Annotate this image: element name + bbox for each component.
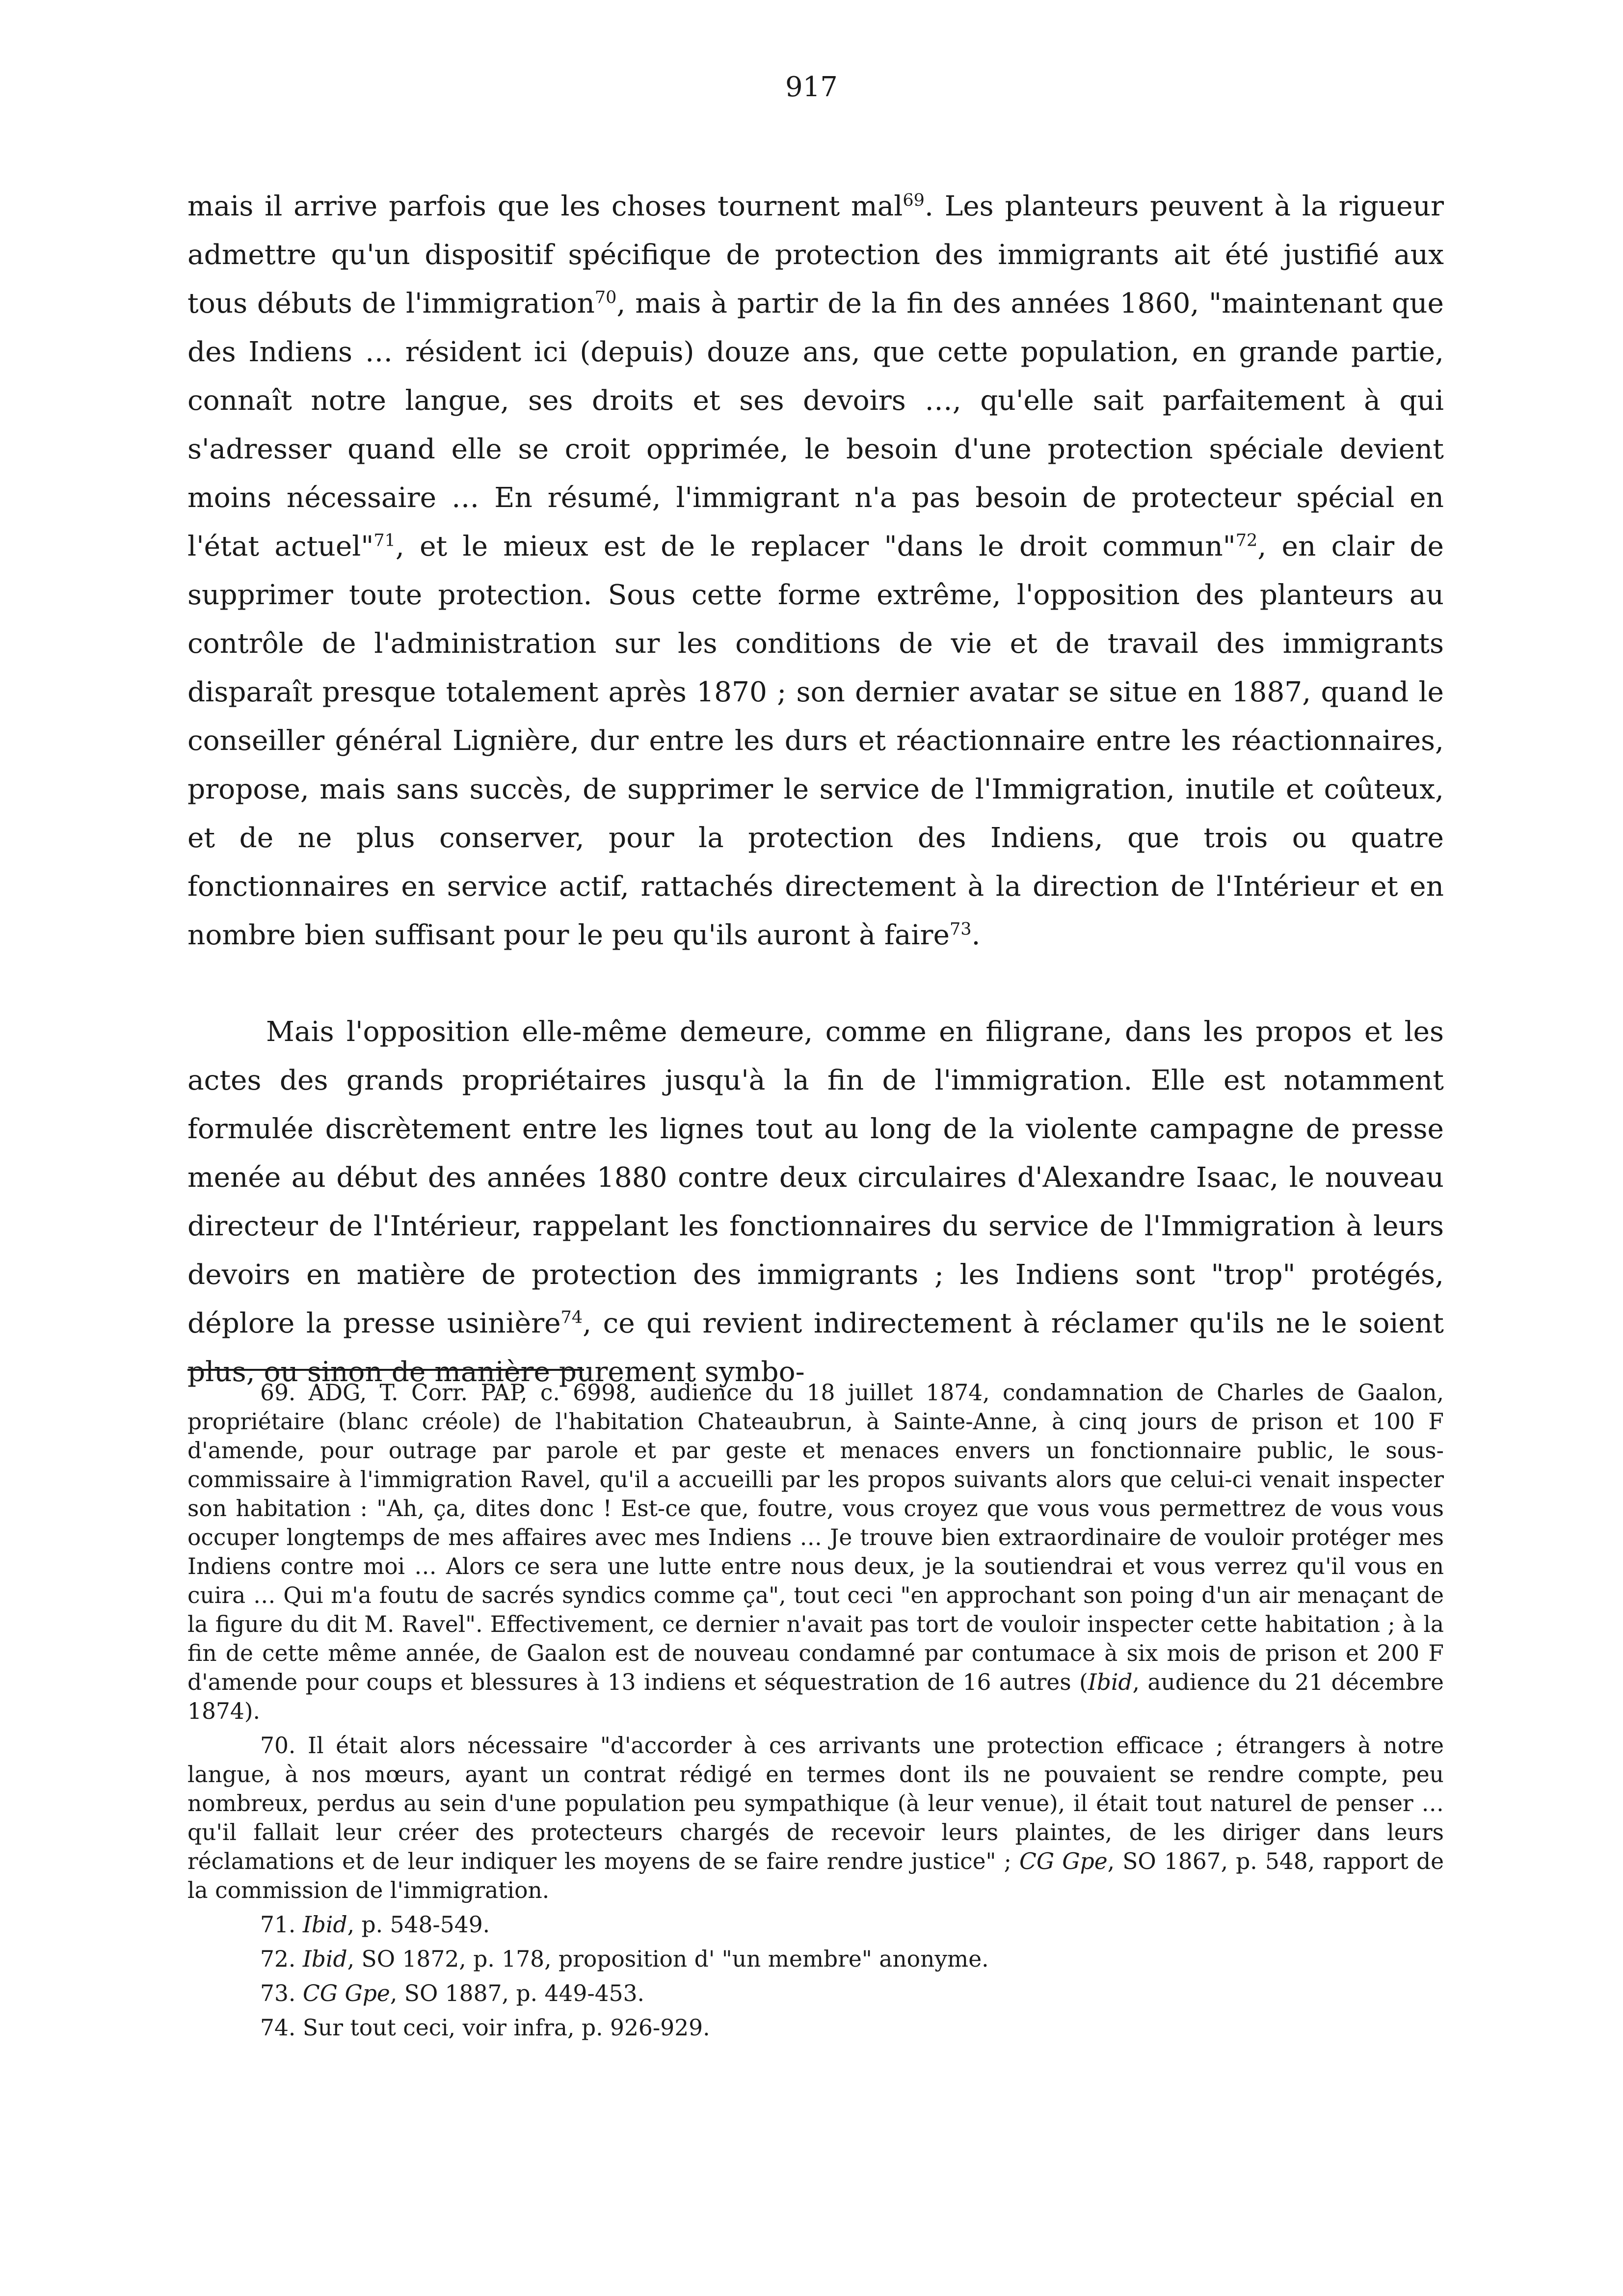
text-segment: mais il arrive parfois que les choses tournent mal xyxy=(187,190,903,222)
footnote-ref-70[interactable]: 70 xyxy=(594,287,617,308)
text-segment: , en clair de supprimer toute protection. Sous cette forme extrême, l'opposition des planteurs au contrôle de l'administration sur les conditions de vie et de travail des immigrants disparaît presque totalement après 1870 ; son dernier avatar se situe en 1887, quand le conseiller général Lignière, dur entre les durs et réactionnaire entre les réactionnaires, propose, mais sans succès, de supprimer le service de l'Immigration, inutile et coûteux, et de ne plus conserver, pour la protection des Indiens, que trois ou quatre fonctionnaires en service actif, rattachés directement à la direction de l'Intérieur et en nombre bien suffisant pour le peu qu'ils auront à faire xyxy=(187,531,1444,951)
text-segment: 73. xyxy=(260,1980,303,2006)
italic-ref: Ibid xyxy=(302,1912,347,1938)
italic-ref: Ibid xyxy=(1088,1669,1133,1695)
text-segment: , mais à partir de la fin des années 1860, "maintenant que des Indiens … résident ici (depuis) douze ans, que cette population, en grande partie, connaît notre langue, ses droits et ses devoirs …, qu'elle sait parfaitement à qui s'adresser quand elle se croit opprimée, le besoin d'une protection spéciale devient moins nécessaire … En résumé, l'immigrant n'a pas besoin de protecteur spécial en l'état actuel" xyxy=(187,288,1444,562)
text-segment: , SO 1887, p. 449-453. xyxy=(390,1980,645,2006)
italic-ref: CG Gpe xyxy=(1019,1848,1108,1874)
footnote-ref-69[interactable]: 69 xyxy=(903,190,925,211)
page-number: 917 xyxy=(785,71,838,103)
text-segment: , ce qui revient indirectement à réclamer qu'ils ne le soient plus, ou sinon de manière purement symbo- xyxy=(187,1308,1444,1388)
text-segment: , audience du 21 décembre 1874). xyxy=(187,1669,1444,1724)
main-text xyxy=(187,182,1444,1396)
footnote-73 xyxy=(187,1979,1444,2008)
text-segment: 69. ADG, T. Corr. PAP, c. 6998, audience du 18 juillet 1874, condamnation de Charles de Gaalon, propriétaire (blanc créole) de l'habitation Chateaubrun, à Sainte-Anne, à cinq jours de prison et 100 F d'amende, pour outrage par parole et par geste et menaces envers un fonctionnaire public, le sous-commissaire à l'immigration Ravel, qu'il a accueilli par les propos suivants alors que celui-ci venait inspecter son habitation : "Ah, ça, dites donc ! Est-ce que, foutre, vous croyez que vous vous permettrez de vous vous occuper longtemps de mes affaires avec mes Indiens … Je trouve bien extraordinaire de vouloir protéger mes Indiens contre moi … Alors ce sera une lutte entre nous deux, je la soutiendrai et vous verrez qu'il vous en cuira … Qui m'a foutu de sacrés syndics comme ça", tout ceci "en approchant son poing d'un air menaçant de la figure du dit M. Ravel". Effectivement, ce dernier n'avait pas tort de vouloir inspecter cette habitation ; à la fin de cette même année, de Gaalon est de nouveau condamné par contumace à six mois de prison et 200 F d'amende pour coups et blessures à 13 indiens et séquestration de 16 autres ( xyxy=(187,1380,1444,1695)
text-segment: 71. xyxy=(260,1912,303,1938)
footnote-71 xyxy=(187,1910,1444,1939)
footnote-69 xyxy=(187,1378,1444,1726)
italic-ref: Ibid xyxy=(302,1946,347,1972)
footnote-separator xyxy=(187,1369,584,1371)
footnote-72 xyxy=(187,1945,1444,1974)
footnote-74 xyxy=(187,2013,1444,2042)
text-segment: , et le mieux est de le replacer "dans le droit commun" xyxy=(395,531,1236,562)
footnote-ref-71[interactable]: 71 xyxy=(373,530,396,551)
footnote-ref-72[interactable]: 72 xyxy=(1235,530,1258,551)
text-segment: , SO 1872, p. 178, proposition d' "un membre" anonyme. xyxy=(347,1946,989,1972)
text-segment: 72. xyxy=(260,1946,303,1972)
text-segment: . Les planteurs peuvent à la rigueur admettre qu'un dispositif spécifique de protection des immigrants ait été justifié aux tous débuts de l'immigration xyxy=(187,190,1444,320)
paragraph-1 xyxy=(187,182,1444,960)
text-segment: 74. Sur tout ceci, voir infra, p. 926-929. xyxy=(260,2015,710,2041)
text-segment: , SO 1867, p. 548, rapport de la commission de l'immigration. xyxy=(187,1848,1444,1903)
footnote-70 xyxy=(187,1731,1444,1905)
footnote-ref-73[interactable]: 73 xyxy=(949,919,972,939)
text-segment: , p. 548-549. xyxy=(347,1912,490,1938)
footnotes xyxy=(187,1378,1444,2048)
paragraph-2 xyxy=(187,1008,1444,1396)
text-segment: Mais l'opposition elle-même demeure, comme en filigrane, dans les propos et les actes des grands propriétaires jusqu'à la fin de l'immigration. Elle est notamment formulée discrètement entre les lignes tout au long de la violente campagne de presse menée au début des années 1880 contre deux circulaires d'Alexandre Isaac, le nouveau directeur de l'Intérieur, rappelant les fonctionnaires du service de l'Immigration à leurs devoirs en matière de protection des immigrants ; les Indiens sont "trop" protégés, déplore la presse usinière xyxy=(187,1016,1444,1339)
italic-ref: CG Gpe xyxy=(302,1980,390,2006)
text-segment: 70. Il était alors nécessaire "d'accorder à ces arrivants une protection efficace ; étrangers à notre langue, à nos mœurs, ayant un contrat rédigé en termes dont ils ne pouvaient se rendre compte, peu nombreux, perdus au sein d'une population peu sympathique (à leur venue), il était tout naturel de penser … qu'il fallait leur créer des protecteurs chargés de recevoir leurs plaintes, de les diriger dans leurs réclamations et de leur indiquer les moyens de se faire rendre justice" ; xyxy=(187,1733,1444,1874)
footnote-ref-74[interactable]: 74 xyxy=(560,1307,583,1328)
text-segment: . xyxy=(971,919,981,951)
